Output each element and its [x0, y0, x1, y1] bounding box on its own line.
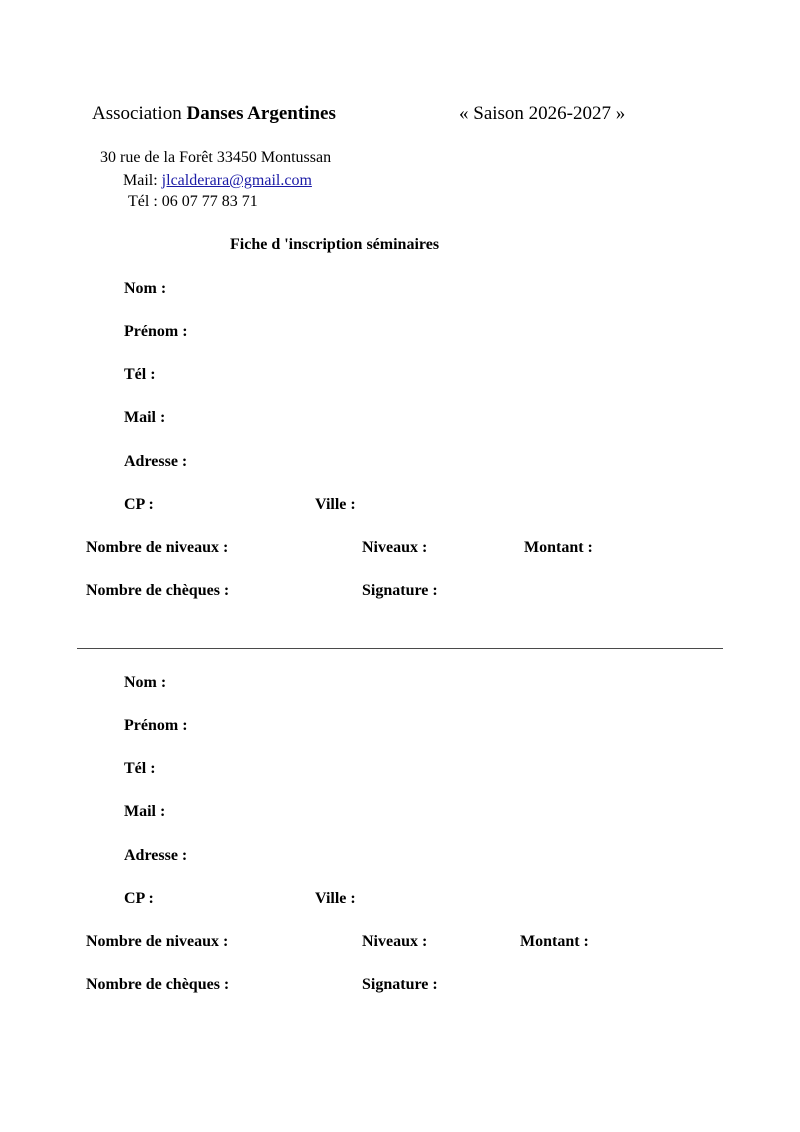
- nombre-niveaux-label: Nombre de niveaux :: [86, 539, 229, 556]
- adresse-label: Adresse :: [124, 847, 188, 864]
- tel-value: 06 07 77 83 71: [161, 193, 258, 210]
- tel-field-label: Tél :: [124, 760, 156, 777]
- tel-label: Tél :: [128, 193, 158, 210]
- signature-label: Signature :: [362, 976, 438, 993]
- montant-label: Montant :: [520, 933, 589, 950]
- nombre-cheques-label: Nombre de chèques :: [86, 582, 230, 599]
- niveaux-label: Niveaux :: [362, 933, 428, 950]
- cp-label: CP :: [124, 496, 154, 513]
- nombre-cheques-label: Nombre de chèques :: [86, 976, 230, 993]
- niveaux-label: Niveaux :: [362, 539, 428, 556]
- ville-label: Ville :: [315, 890, 356, 907]
- association-header: [92, 103, 336, 125]
- nombre-niveaux-label: Nombre de niveaux :: [86, 933, 229, 950]
- contact-tel: [128, 193, 258, 211]
- mail-field-label: Mail :: [124, 409, 166, 426]
- adresse-label: Adresse :: [124, 453, 188, 470]
- signature-label: Signature :: [362, 582, 438, 599]
- nom-label: Nom :: [124, 280, 167, 297]
- prenom-label: Prénom :: [124, 717, 188, 734]
- association-prefix: Association: [92, 103, 182, 124]
- nom-label: Nom :: [124, 674, 167, 691]
- mail-field-label: Mail :: [124, 803, 166, 820]
- prenom-label: Prénom :: [124, 323, 188, 340]
- tel-field-label: Tél :: [124, 366, 156, 383]
- cp-label: CP :: [124, 890, 154, 907]
- contact-mail: [123, 172, 312, 190]
- association-name: Danses Argentines: [186, 103, 336, 124]
- ville-label: Ville :: [315, 496, 356, 513]
- mail-label: Mail:: [123, 172, 158, 189]
- form-divider: [77, 648, 723, 649]
- montant-label: Montant :: [524, 539, 593, 556]
- season-label: « Saison 2026-2027 »: [459, 103, 626, 124]
- form-title: Fiche d 'inscription séminaires: [230, 236, 440, 253]
- mail-link[interactable]: jlcalderara@gmail.com: [161, 172, 312, 189]
- postal-address: 30 rue de la Forêt 33450 Montussan: [100, 149, 332, 166]
